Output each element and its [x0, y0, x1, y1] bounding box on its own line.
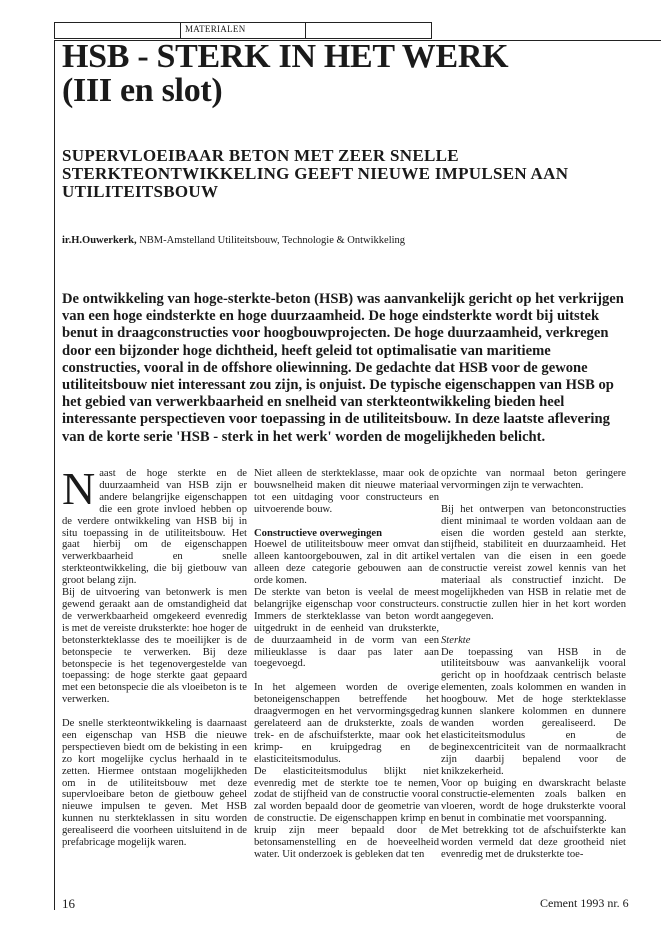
left-rule [54, 40, 55, 910]
section-heading: Constructieve overwegingen [254, 527, 382, 539]
section-heading: Sterkte [441, 634, 471, 646]
paragraph: De elasticiteitsmodulus blijkt niet evenredig met de sterkte toe te nemen, zodat de stijfheid van de constructie vooral zal worden bepaald door de geometrie van de constructie. De eigenschappen krimp en kruip zijn meer bepaald door de betonsamenstelling en de hoeveelheid water. Uit onderzoek is gebleken dat ten [254, 765, 439, 860]
author-line [62, 234, 622, 247]
paragraph: Bij de uitvoering van betonwerk is men gewend geraakt aan de omstandigheid dat de verwerkbaarheid omgekeerd evenredig is met de vereiste druksterkte: hoe hoger de betonsterkteklasse des te moeilijker is de betonspecie te verwerken. Bij deze betonspecie is het tegenovergestelde van toepassing: de hoge sterkte gaat gepaard met een betonspecie die als vloeibeton is te verwerken. [62, 587, 247, 706]
section-label: MATERIALEN [185, 24, 246, 34]
paragraph: De sterkte van beton is veelal de meest belangrijke eigenschap voor constructeurs. Immers de sterkteklasse van beton wordt uitgedrukt in de eenheid van druksterkte, de duurzaamheid in de vorm van een milieuklasse is daar pas later aan toegevoegd. [254, 587, 439, 670]
article-title [62, 40, 622, 108]
paragraph: De toepassing van HSB in de utiliteitsbouw was aanvankelijk vooral gericht op in hoofdzaak centrisch belaste elementen, zoals kolommen en wanden in hoogbouw. Met de hoge sterkteklasse kunnen slankere kolommen en dunnere wanden worden gerealiseerd. De elasticiteitsmodulus en de beginexcentriciteit van de normaalkracht zijn daarbij bepalend voor de knikzekerheid. [441, 646, 626, 777]
section-header-box [54, 22, 432, 39]
paragraph: Bij het ontwerpen van betonconstructies dient minimaal te worden voldaan aan de eisen die worden gesteld aan sterkte, stijfheid, stabiliteit en duurzaamheid. Het vertalen van die eisen in een goede constructie vereist zowel kennis van het materiaal als constructief inzicht. De mogelijkheden van HSB in relatie met de constructie zullen hier in het kort worden aangegeven. [441, 503, 626, 622]
paragraph: Hoewel de utiliteitsbouw meer omvat dan alleen kantoorgebouwen, zal in dit artikel alleen deze categorie gebouwen aan de orde komen. [254, 539, 439, 587]
article-subtitle: SUPERVLOEIBAAR BETON MET ZEER SNELLE STERKTEONTWIKKELING GEEFT NIEUWE IMPULSEN AAN UTILITEITSBOUW [62, 146, 569, 201]
page-number: 16 [62, 896, 75, 911]
drop-cap: N [62, 463, 96, 514]
lead-paragraph: De ontwikkeling van hoge-sterkte-beton (HSB) was aanvankelijk gericht op het verkrijgen van een hoge eindsterkte en hoge duurzaamheid. De hoge eindsterkte wordt bij uitstek benut in draagconstructies voor hoogbouwprojecten. De hoge duurzaamheid, verkregen door een bijzonder hoge dichtheid, heeft geleid tot optimalisatie van maritieme constructies, vooral in de offshore oliewinning. De gedachte dat HSB voor de gewone utiliteitsbouw niet interessant zou zijn, is onjuist. De typische eigenschappen van HSB op het gebied van verwerkbaarheid en snelheid van sterkteontwikkeling bieden heel interessante perspectieven voor toepassing in de utiliteitsbouw. In deze laatste aflevering van de korte serie 'HSB - sterk in het werk' worden de mogelijkheden belicht. [62, 291, 624, 445]
journal-reference: Cement 1993 nr. 6 [540, 896, 629, 910]
paragraph: In het algemeen worden de overige betoneigenschappen betreffende het draagvermogen en het vervormingsgedrag gerelateerd aan de druksterkte, zoals de trek- en de afschuifsterkte, maar ook het krimp- en kruipgedrag en de elasticiteitsmodulus. [254, 682, 439, 765]
paragraph-text: aast de hoge sterkte en de duurzaamheid van HSB zijn er andere belangrijke eigenschappen die een grote invloed hebben op de verdere ontwikkeling van HSB bij in situ toepassing in de utiliteitsbouw. Het gaat hierbij om de eigenschappen verwerkbaarheid en snelle sterkteontwikkeling, die bij gietbouw van groot belang zijn. [62, 468, 247, 587]
author-name: ir.H.Ouwerkerk, [62, 235, 137, 246]
body-column-1 [62, 463, 247, 849]
header-cell [55, 23, 181, 38]
author-affiliation: NBM-Amstelland Utiliteitsbouw, Technologie & Ontwikkeling [136, 235, 406, 246]
title-line-1: HSB - STERK IN HET WERK [62, 38, 509, 75]
paragraph: Niet alleen de sterkteklasse, maar ook de bouwsnelheid maken dit nieuwe materiaal tot een uitdaging voor constructeurs en uitvoerende bouw. [254, 468, 439, 515]
paragraph: Met betrekking tot de afschuifsterkte kan worden vermeld dat deze grootheid niet evenredig met de druksterkte toe- [441, 825, 626, 860]
paragraph: De snelle sterkteontwikkeling is daarnaast een eigenschap van HSB die nieuwe perspectieven biedt om de bekisting in een zo kort mogelijke cyclus herhaald in te zetten. Hiermee ontstaan mogelijkheden om in de utiliteitsbouw met deze supervloeibare beton de gietbouw geheel nieuwe impulsen te geven. Met HSB kunnen nu sterkteklassen in situ worden gerealiseerd die voorheen uitsluitend in de prefabricage mogelijk waren. [62, 718, 247, 849]
title-line-2: (III en slot) [62, 72, 223, 109]
paragraph: opzichte van normaal beton geringere vervormingen zijn te verwachten. [441, 468, 626, 491]
paragraph [62, 463, 247, 587]
paragraph: Voor op buiging en dwarskracht belaste constructie-elementen zoals balken en vloeren, wordt de hoge druksterkte vooral benut in combinatie met voorspanning. [441, 777, 626, 825]
body-column-3 [441, 468, 626, 861]
body-column-2 [254, 468, 439, 861]
